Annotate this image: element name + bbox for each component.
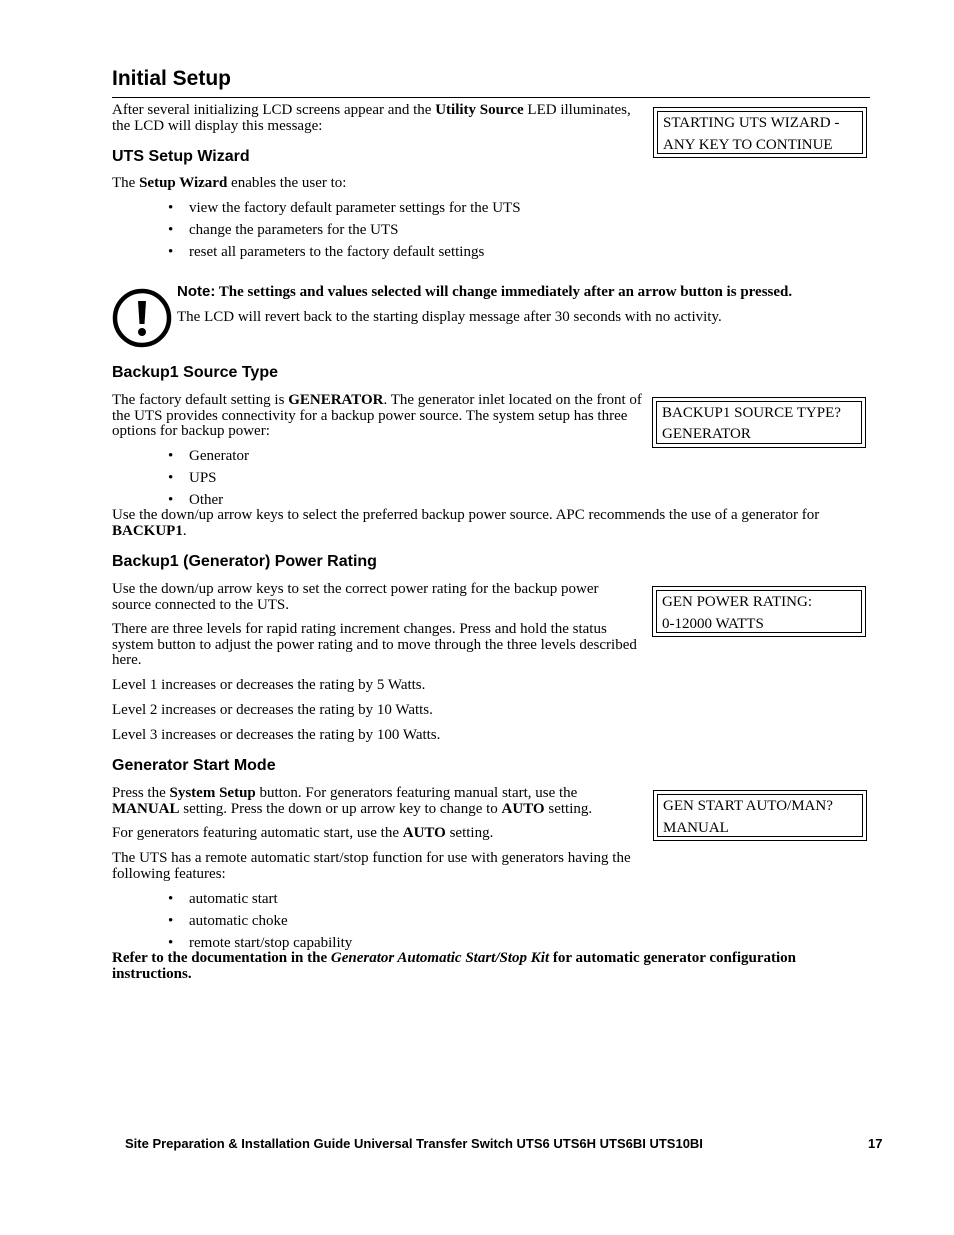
lcd-line-1: STARTING UTS WIZARD -	[663, 115, 840, 131]
power-rating-level-2: Level 2 increases or decreases the rating by 10 Watts.	[112, 702, 433, 718]
footer-title: Site Preparation & Installation Guide Universal Transfer Switch UTS6 UTS6H UTS6BI UTS10BI	[125, 1136, 703, 1151]
system-setup-bold: System Setup	[169, 785, 256, 801]
power-rating-heading: Backup1 (Generator) Power Rating	[112, 553, 377, 570]
note-line-1	[177, 284, 867, 301]
title-rule	[112, 97, 870, 98]
list-item: • Other	[168, 493, 468, 515]
lcd-line-2: ANY KEY TO CONTINUE	[663, 137, 833, 153]
lcd-line-2: 0-12000 WATTS	[662, 616, 764, 632]
start-mode-para-2: For generators featuring automatic start, use the AUTO setting.	[112, 825, 494, 841]
start-mode-para-1: Press the System Setup button. For generators featuring manual start, use the MANUAL setting. Press the down or up arrow key to change to AUTO setting.	[112, 785, 593, 817]
power-rating-level-1: Level 1 increases or decreases the rating by 5 Watts.	[112, 677, 426, 693]
note-bold-text: The settings and values selected will change immediately after an arrow button is pressed.	[215, 284, 793, 300]
power-rating-para-2: There are three levels for rapid rating increment changes. Press and hold the status system button to adjust the power rating and to move through the three levels described here.	[112, 621, 637, 668]
exclamation-circle-icon	[112, 288, 172, 348]
note-line-2: The LCD will revert back to the starting display message after 30 seconds with no activity.	[177, 309, 722, 325]
intro-bold: Utility Source	[435, 102, 524, 118]
power-rating-para-1: Use the down/up arrow keys to set the correct power rating for the backup power source connected to the UTS.	[112, 581, 599, 613]
lcd-line-2: MANUAL	[663, 820, 729, 836]
list-item: • Generator	[168, 449, 468, 471]
backup-type-heading: Backup1 Source Type	[112, 364, 278, 381]
backup-type-bold: GENERATOR	[288, 392, 384, 408]
kit-title-italic: Generator Automatic Start/Stop Kit	[330, 950, 550, 966]
list-item: • view the factory default parameter settings for the UTS	[168, 201, 648, 223]
start-mode-bullets	[168, 892, 568, 958]
lcd-line-2: GENERATOR	[662, 426, 751, 442]
note-label: Note:	[177, 283, 216, 300]
auto-bold-2: AUTO	[402, 825, 446, 841]
manual-bold: MANUAL	[112, 800, 180, 817]
list-item: • automatic choke	[168, 914, 568, 936]
backup1-bold: BACKUP1	[112, 522, 183, 539]
list-item: • UPS	[168, 471, 468, 493]
lcd-power-rating	[652, 586, 866, 637]
wizard-bold: Setup Wizard	[139, 175, 228, 191]
lcd-start-mode	[653, 790, 867, 841]
auto-bold: AUTO	[501, 800, 545, 817]
intro-text: After several initializing LCD screens appear and the	[112, 102, 436, 118]
list-item: • reset all parameters to the factory default settings	[168, 245, 648, 267]
lcd-line-1: GEN START AUTO/MAN?	[663, 798, 833, 814]
lcd-backup-source	[652, 397, 866, 448]
start-mode-para-3: The UTS has a remote automatic start/stop function for use with generators having the following features:	[112, 850, 631, 882]
backup-type-paragraph: The factory default setting is GENERATOR. The generator inlet located on the front of the UTS provides connectivity for a backup power source. The system setup has three options for backup power:	[112, 392, 642, 439]
wizard-heading: UTS Setup Wizard	[112, 148, 250, 165]
list-item: • change the parameters for the UTS	[168, 223, 648, 245]
lcd-starting-wizard	[653, 107, 867, 158]
list-item: • remote start/stop capability	[168, 936, 568, 958]
backup-type-after-paragraph: Use the down/up arrow keys to select the preferred backup power source. APC recommends the use of a generator for BACKUP1.	[112, 507, 820, 539]
lcd-line-1: GEN POWER RATING:	[662, 594, 812, 610]
start-mode-reference: Refer to the documentation in the Generator Automatic Start/Stop Kit for automatic generator configuration instructions.	[112, 950, 797, 982]
page-number: 17	[868, 1136, 883, 1151]
backup-type-bullets	[168, 449, 468, 515]
wizard-paragraph: The Setup Wizard enables the user to:	[112, 175, 347, 191]
lcd-line-1: BACKUP1 SOURCE TYPE?	[662, 405, 841, 421]
wizard-bullets	[168, 201, 648, 267]
page-title: Initial Setup	[112, 67, 232, 90]
power-rating-level-3: Level 3 increases or decreases the rating by 100 Watts.	[112, 727, 441, 743]
intro-paragraph	[112, 103, 642, 134]
intro-text-end: LED illuminates, the LCD will display this message:	[112, 102, 631, 134]
list-item: • automatic start	[168, 892, 568, 914]
start-mode-heading: Generator Start Mode	[112, 757, 276, 774]
